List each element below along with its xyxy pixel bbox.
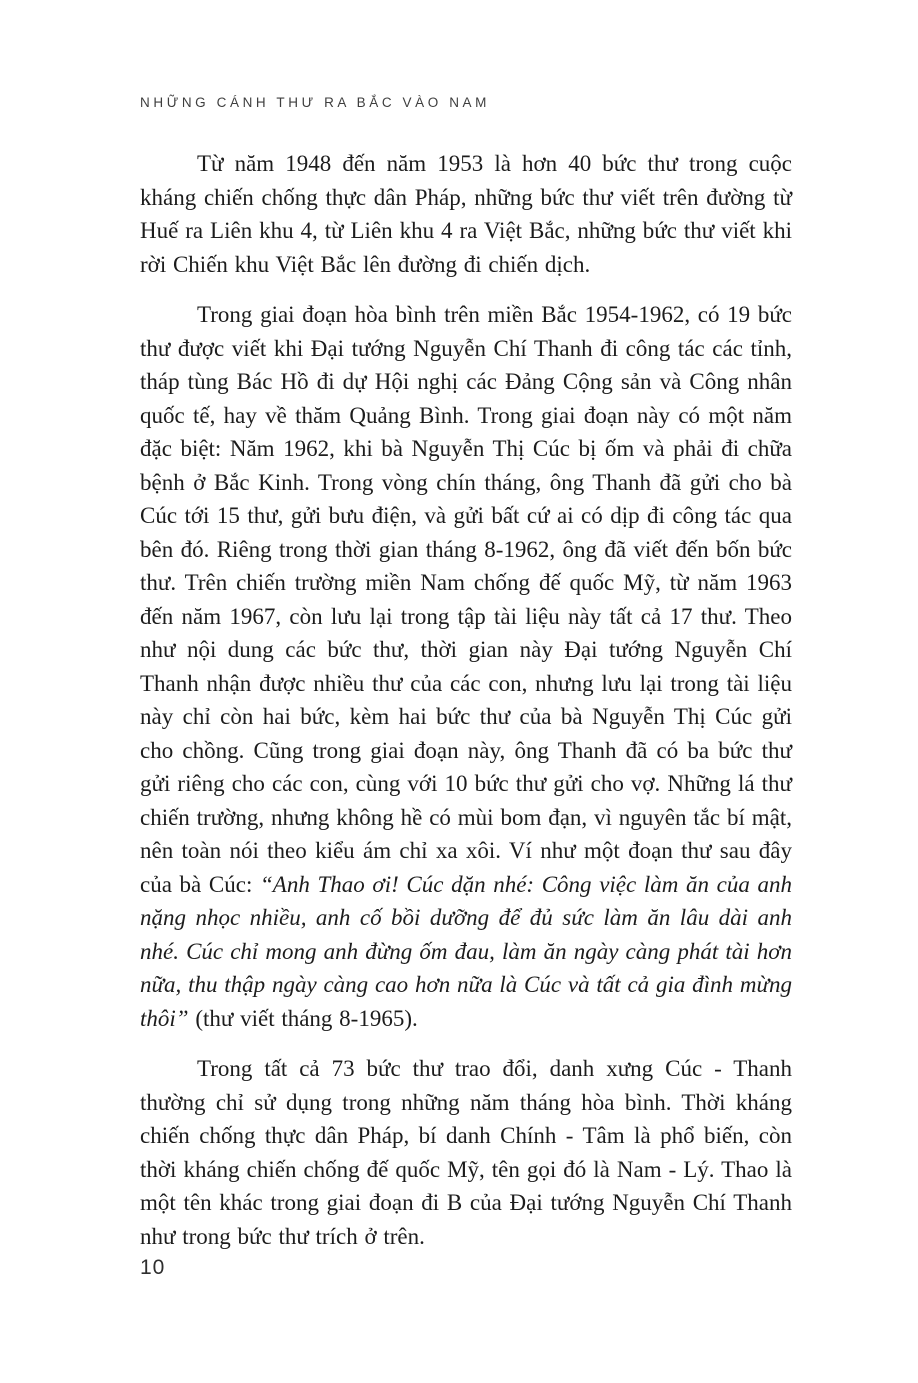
quoted-letter-excerpt: “Anh Thao ơi! Cúc dặn nhé: Công việc làm ăn của anh nặng nhọc nhiều, anh cố bồi dưỡng để đủ sức làm ăn lâu dài anh nhé. Cúc chỉ mong anh đừng ốm đau, làm ăn ngày càng phát tài hơn nữa, thu thập ngày càng cao hơn nữa là Cúc và tất cả gia đình mừng thôi” xyxy=(140,871,792,1031)
text-segment: (thư viết tháng 8-1965). xyxy=(188,1005,418,1031)
text-segment: Trong giai đoạn hòa bình trên miền Bắc 1954-1962, có 19 bức thư được viết khi Đại tướng Nguyễn Chí Thanh đi công tác các tỉnh, tháp tùng Bác Hồ đi dự Hội nghị các Đảng Cộng sản và Công nhân quốc tế, hay về thăm Quảng Bình. Trong giai đoạn này có một năm đặc biệt: Năm 1962, khi bà Nguyễn Thị Cúc bị ốm và phải đi chữa bệnh ở Bắc Kinh. Trong vòng chín tháng, ông Thanh đã gửi cho bà Cúc tới 15 thư, gửi bưu điện, và gửi bất cứ ai có dịp đi công tác qua bên đó. Riêng trong thời gian tháng 8-1962, ông đã viết đến bốn bức thư. Trên chiến trường miền Nam chống đế quốc Mỹ, từ năm 1963 đến năm 1967, còn lưu lại trong tập tài liệu này tất cả 17 thư. Theo như nội dung các bức thư, thời gian này Đại tướng Nguyễn Chí Thanh nhận được nhiều thư của các con, nhưng lưu lại trong tài liệu này chỉ còn hai bức, kèm hai bức thư của bà Nguyễn Thị Cúc gửi cho chồng. Cũng trong giai đoạn này, ông Thanh đã có ba bức thư gửi riêng cho các con, cùng với 10 bức thư gửi cho vợ. Những lá thư chiến trường, nhưng không hề có mùi bom đạn, vì nguyên tắc bí mật, nên toàn nói theo kiểu ám chỉ xa xôi. Ví như một đoạn thư sau đây của bà Cúc: xyxy=(140,302,792,897)
paragraph xyxy=(140,298,792,1035)
text-segment: Từ năm 1948 đến năm 1953 là hơn 40 bức thư trong cuộc kháng chiến chống thực dân Pháp, những bức thư viết trên đường từ Huế ra Liên khu 4, từ Liên khu 4 ra Việt Bắc, những bức thư viết khi rời Chiến khu Việt Bắc lên đường đi chiến dịch. xyxy=(140,151,792,277)
paragraph xyxy=(140,1052,792,1253)
body-text xyxy=(140,147,792,1253)
running-header: NHỮNG CÁNH THƯ RA BẮC VÀO NAM xyxy=(140,95,490,110)
page-number: 10 xyxy=(140,1256,166,1279)
paragraph xyxy=(140,147,792,281)
text-segment: Trong tất cả 73 bức thư trao đổi, danh xưng Cúc - Thanh thường chỉ sử dụng trong những năm tháng hòa bình. Thời kháng chiến chống thực dân Pháp, bí danh Chính - Tâm là phổ biến, còn thời kháng chiến chống đế quốc Mỹ, tên gọi đó là Nam - Lý. Thao là một tên khác trong giai đoạn đi B của Đại tướng Nguyễn Chí Thanh như trong bức thư trích ở trên. xyxy=(140,1056,792,1249)
